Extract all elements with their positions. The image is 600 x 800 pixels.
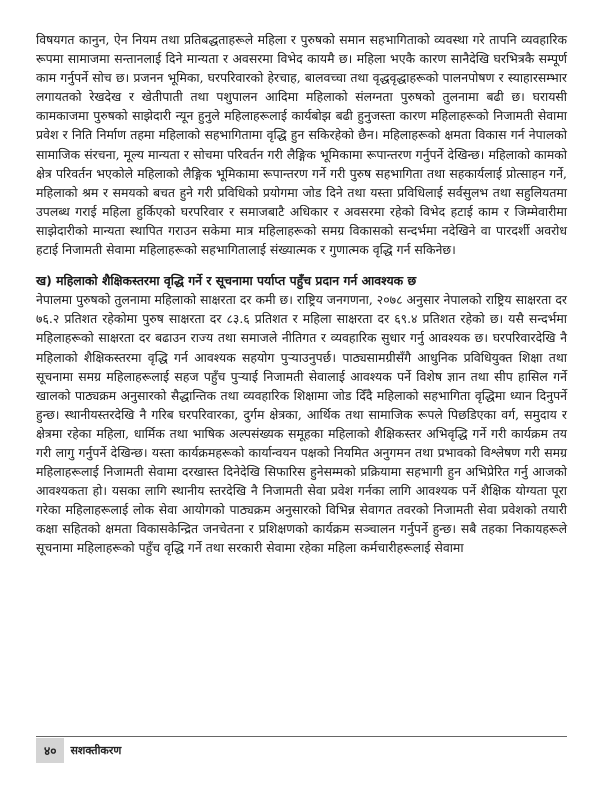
document-page [36, 30, 567, 558]
body-paragraph-1: विषयगत कानुन, ऐन नियम तथा प्रतिबद्धताहरूले महिला र पुरुषको समान सहभागिताको व्यवस्था गरे तापनि व्यवहारिक रूपमा सामाजमा सन्तानलाई दिने मान्यता र अवसरमा विभेद कायमै छ। महिला भएकै कारण सानैदेखि घरभित्रकै सम्पूर्ण काम गर्नुपर्ने सोच छ। प्रजनन भूमिका, घरपरिवारको हेरचाह, बालवच्चा तथा वृद्धवृद्धाहरूको पालनपोषण र स्याहारसम्भार लगायतको रेखदेख र खेतीपाती तथा पशुपालन आदिमा महिलाको संलग्नता पुरुषको तुलनामा बढी छ। घरायसी कामकाजमा पुरुषको साझेदारी न्यून हुनुले महिलाहरूलाई कार्यबोझ बढी हुनुजस्ता कारण महिलाहरूको निजामती सेवामा प्रवेश र निति निर्माण तहमा महिलाको सहभागितामा वृद्धि हुन सकिरहेको छैन। महिलाहरूको क्षमता विकास गर्न नेपालको सामाजिक संरचना, मूल्य मान्यता र सोचमा परिवर्तन गरी लैङ्गिक भूमिकामा रूपान्तरण गर्नुपर्ने देखिन्छ। महिलाको कामको क्षेत्र परिवर्तन भएकोले महिलाको लैङ्गिक भूमिकामा रूपान्तरण गर्ने गरी पुरुष सहभागिता तथा सहकार्यलाई प्रोत्साहन गर्ने, महिलाको श्रम र समयको बचत हुने गरी प्रविधिको प्रयोगमा जोड दिने तथा यस्ता प्रविधिलाई सर्वसुलभ तथा सहुलियतमा उपलब्ध गराई महिला हुर्किएको घरपरिवार र समाजबाटै अधिकार र अवसरमा रहेको विभेद हटाई काम र जिम्मेवारीमा साझेदारीको मान्यता स्थापित गराउन सकेमा मात्र महिलाहरूको समग्र विकासको सन्दर्भमा नदेखिने वा पारदर्शी अवरोध हटाई निजामती सेवामा महिलाहरूको सहभागितालाई संख्यात्मक र गुणात्मक वृद्धि गर्न सकिनेछ। [36, 32, 567, 258]
page-footer [0, 736, 600, 800]
body-paragraph-2: नेपालमा पुरुषको तुलनामा महिलाको साक्षरता दर कमी छ। राष्ट्रिय जनगणना, २०७८ अनुसार नेपालको राष्ट्रिय साक्षरता दर ७६.२ प्रतिशत रहेकोमा पुरुष साक्षरता दर ८३.६ प्रतिशत र महिला साक्षरता दर ६९.४ प्रतिशत रहेको छ। यसै सन्दर्भमा महिलाहरूको साक्षरता दर बढाउन राज्य तथा समाजले नीतिगत र व्यवहारिक सुधार गर्नु आवश्यक छ। घरपरिवारदेखि नै महिलाको शैक्षिकस्तरमा वृद्धि गर्न आवश्यक सहयोग पुऱ्याउनुपर्छ। पाठ्यसामग्रीसँगै आधुनिक प्रविधियुक्त शिक्षा तथा सूचनामा समग्र महिलाहरूलाई सहज पहुँच पुऱ्याई निजामती सेवालाई आवश्यक पर्ने विशेष ज्ञान तथा सीप हासिल गर्ने खालको पाठ्यक्रम अनुसारको सैद्धान्तिक तथा व्यवहारिक शिक्षामा जोड दिँदै महिलाको सहभागिता वृद्धिमा ध्यान दिनुपर्ने हुन्छ। स्थानीयस्तरदेखि नै गरिब घरपरिवारका, दुर्गम क्षेत्रका, आर्थिक तथा सामाजिक रूपले पिछडिएका वर्ग, समुदाय र क्षेत्रमा रहेका महिला, धार्मिक तथा भाषिक अल्पसंख्यक समूहका महिलाको शैक्षिकस्तर अभिवृद्धि गर्ने गरी कार्यक्रम तय गरी लागु गर्नुपर्ने देखिन्छ। यस्ता कार्यक्रमहरूको कार्यान्वयन पक्षको नियमित अनुगमन तथा प्रभावको विश्लेषण गरी समग्र महिलाहरूलाई निजामती सेवामा दरखास्त दिनेदेखि सिफारिस हुनेसम्मको प्रक्रियामा सहभागी हुन अभिप्रेरित गर्नु आजको आवश्यकता हो। यसका लागि स्थानीय स्तरदेखि नै निजामती सेवा प्रवेश गर्नका लागि आवश्यक पर्ने शैक्षिक योग्यता पूरा गरेका महिलाहरूलाई लोक सेवा आयोगको पाठ्यक्रम अनुसारको विभिन्न सेवागत तवरको निजामती सेवा प्रवेशको तयारी कक्षा सहितको क्षमता विकासकेन्द्रित जनचेतना र प्रशिक्षणको कार्यक्रम सञ्चालन गर्नुपर्ने हुन्छ। सबै तहका निकायहरूले सूचनामा महिलाहरूको पहुँच वृद्धि गर्ने तथा सरकारी सेवामा रहेका महिला कर्मचारीहरूलाई सेवामा [36, 292, 567, 556]
footer-section-title: सशक्तीकरण [70, 743, 122, 757]
section-heading: ख) महिलाको शैक्षिकस्तरमा वृद्धि गर्ने र सूचनामा पर्याप्त पहुँच प्रदान गर्न आवश्यक छ [36, 273, 417, 289]
page-number: ४० [36, 738, 64, 763]
footer-strip [36, 737, 567, 763]
